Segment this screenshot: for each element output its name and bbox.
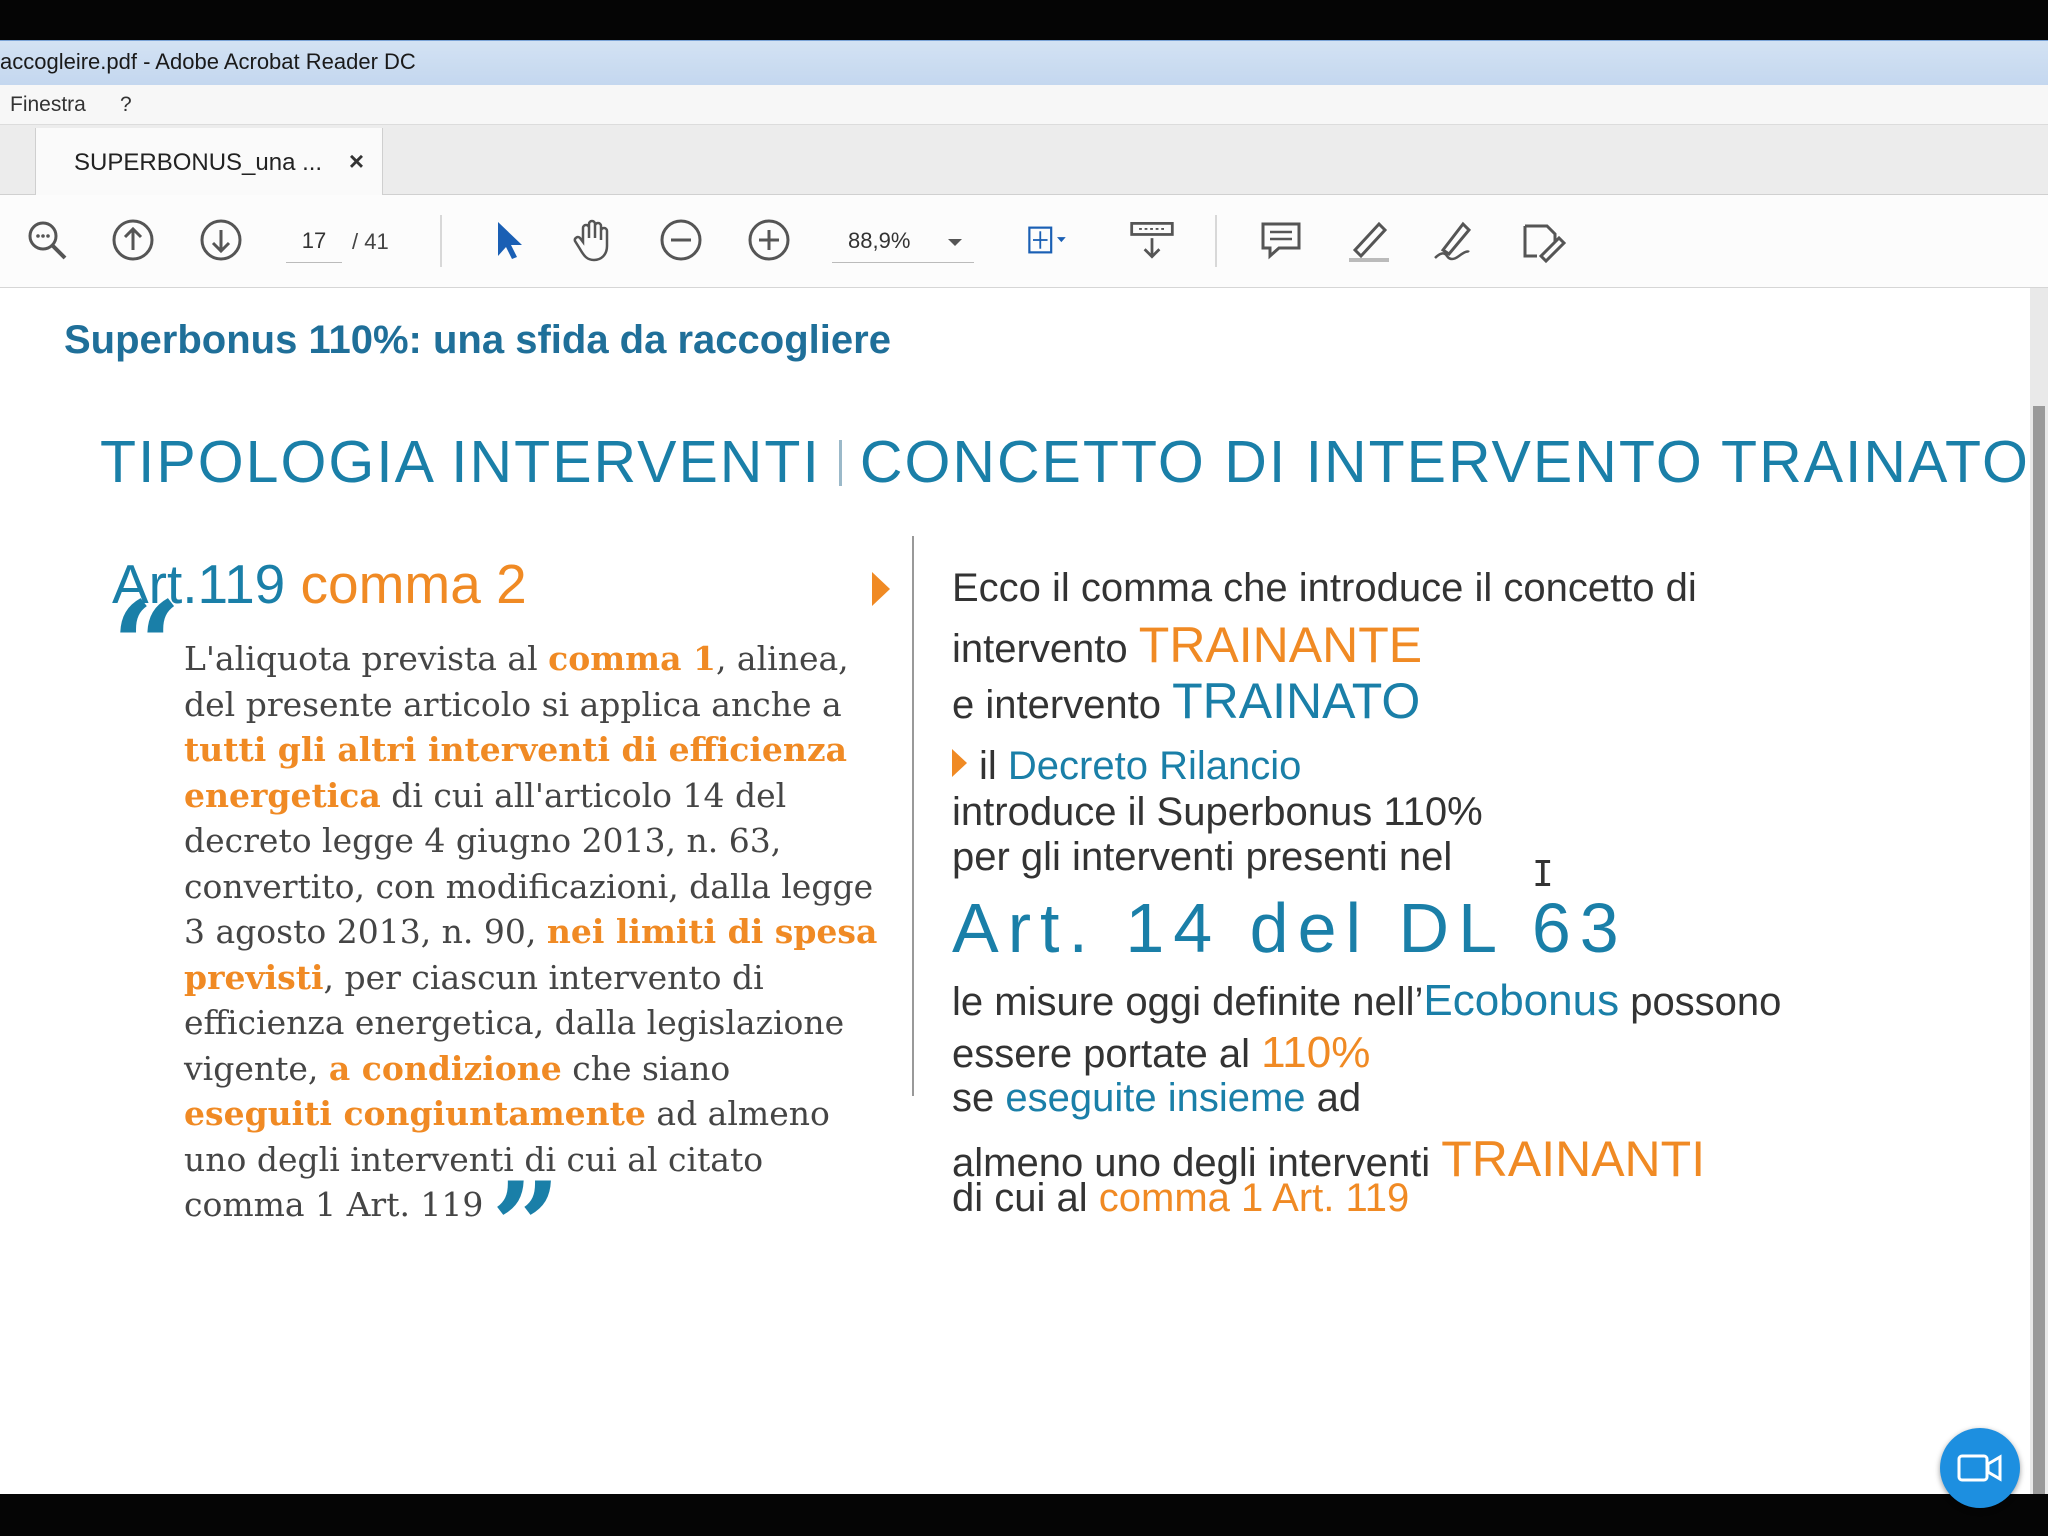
right-line-4: il Decreto Rilancio: [952, 744, 1301, 789]
slide-title-left: TIPOLOGIA INTERVENTI: [100, 429, 821, 495]
screen-bottom-bar: [0, 1494, 2048, 1536]
zoom-select[interactable]: [832, 223, 974, 263]
video-camera-icon: [1957, 1451, 2003, 1485]
toolbar: [0, 195, 2048, 288]
zoom-in-icon[interactable]: [744, 215, 794, 265]
column-divider: [912, 536, 914, 1096]
right-line-6: per gli interventi presenti nel: [952, 835, 1453, 879]
arrow-right-icon: [952, 749, 967, 777]
page-total: / 41: [352, 229, 389, 254]
right-line-8: le misure oggi definite nell’Ecobonus possono: [952, 976, 1782, 1025]
right-line-11: almeno uno degli interventi TRAINANTI: [952, 1131, 1706, 1187]
highlight-icon[interactable]: [1344, 215, 1394, 265]
search-icon[interactable]: [22, 215, 72, 265]
right-line-10: se eseguite insieme ad: [952, 1076, 1362, 1120]
quoted-law-text: L'aliquota prevista al comma 1, alinea, del presente articolo si applica anche a tutti gli altri interventi di efficienza energetica di cui all'articolo 14 del decreto legge 4 giugno 2013, n. 63, convertito, con modificazioni, dalla legge 3 agosto 2013, n. 90, nei limiti di spesa previsti, per ciascun intervento di efficienza energetica, dalla legislazione vigente, a condizione che siano eseguiti congiuntamente ad almeno uno degli interventi di cui al citato comma 1 Art. 119”: [184, 639, 878, 1297]
open-quote-icon: “: [112, 575, 182, 716]
page-up-icon[interactable]: [108, 215, 158, 265]
vertical-scrollbar[interactable]: [2030, 288, 2048, 1494]
tab-close-button[interactable]: ×: [348, 146, 364, 176]
hand-icon[interactable]: [568, 215, 618, 265]
zoom-out-icon[interactable]: [656, 215, 706, 265]
slide-title: [100, 428, 2030, 496]
text-cursor-icon: I: [1532, 854, 1554, 895]
right-line-3: e intervento TRAINATO: [952, 673, 1421, 729]
tab-label: SUPERBONUS_una ...: [74, 149, 323, 176]
right-line-5: introduce il Superbonus 110%: [952, 790, 1483, 834]
sign-icon[interactable]: [1430, 215, 1480, 265]
window-title: accoglеire.pdf - Adobe Acrobat Reader DC: [0, 49, 416, 74]
right-line-12: di cui al comma 1 Art. 119: [952, 1176, 1410, 1220]
toolbar-divider: [440, 215, 442, 267]
fill-sign-icon[interactable]: [1518, 215, 1568, 265]
chevron-down-icon: [948, 239, 962, 246]
title-separator: [839, 440, 842, 486]
article-number: Art.119: [112, 553, 286, 615]
toolbar-divider: [1215, 215, 1217, 267]
page-down-icon[interactable]: [196, 215, 246, 265]
fit-page-icon[interactable]: [1016, 215, 1082, 265]
read-mode-icon[interactable]: [1126, 215, 1178, 265]
close-quote-icon: ”: [491, 1156, 561, 1297]
select-icon[interactable]: [482, 215, 532, 265]
right-line-2: intervento TRAINANTE: [952, 617, 1423, 673]
document-running-header: Superbonus 110%: una sfida da raccogliere: [64, 318, 891, 362]
tab-strip: [0, 125, 2048, 195]
scrollbar-thumb[interactable]: [2033, 406, 2045, 1494]
comment-icon[interactable]: [1256, 215, 1306, 265]
right-line-9: essere portate al 110%: [952, 1028, 1371, 1077]
right-line-article: Art. 14 del DL 63: [952, 889, 1628, 967]
tab-document[interactable]: [35, 128, 383, 195]
article-comma: comma 2: [300, 553, 527, 615]
page-number-input[interactable]: 17: [286, 223, 342, 263]
right-line-1: Ecco il comma che introduce il concetto di: [952, 566, 1697, 610]
menu-help[interactable]: ?: [120, 93, 132, 116]
window-titlebar: [0, 40, 2048, 85]
slide-title-right: CONCETTO DI INTERVENTO TRAINATO: [859, 429, 2030, 495]
menu-finestra[interactable]: Finestra: [10, 93, 86, 116]
document-page[interactable]: [0, 288, 2030, 1494]
zoom-value: 88,9%: [848, 228, 911, 253]
arrow-right-icon: [872, 572, 890, 606]
menubar: [0, 85, 2048, 125]
screen-top-bar: [0, 0, 2048, 40]
video-camera-button[interactable]: [1940, 1428, 2020, 1508]
